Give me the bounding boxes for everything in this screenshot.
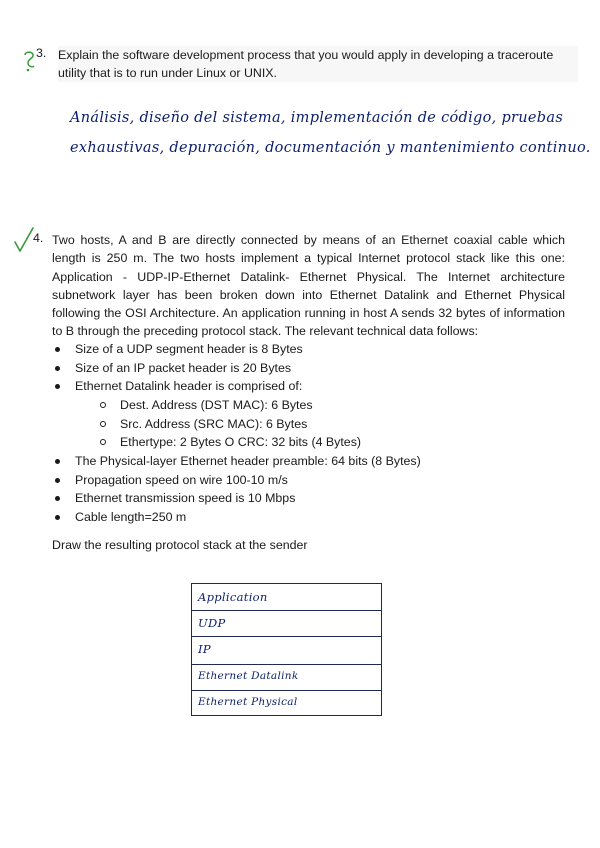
stack-layer-udp: UDP [192,611,381,637]
list-item: The Physical-layer Ethernet header preamble: 64 bits (8 Bytes) [75,452,421,471]
stack-layer-ip: IP [192,637,381,665]
question-4-paragraph: Two hosts, A and B are directly connected by means of an Ethernet coaxial cable which length is 250 m. The two hosts implement a typical Internet protocol stack like this one: Application - UDP-IP-Ethernet Datalink- Ethernet Physical. The Internet architecture subnetwork layer has been broken down into Ethernet Datalink and Ethernet Physical following the OSI Architecture. An application running in host A sends 32 bytes of information to B through the preceding protocol stack. The relevant technical data follows: [52,233,565,339]
question-3-number: 3. [36,46,47,60]
bullet-list-bottom [75,452,421,527]
question-4-instruction: Draw the resulting protocol stack at the sender [52,538,308,552]
question-3-prompt: Explain the software development process that you would apply in developing a traceroute utility that is to run under Linux or UNIX. [58,46,578,82]
protocol-stack-table [191,583,382,716]
list-item: Ethertype: 2 Bytes O CRC: 32 bits (4 Bytes) [120,433,361,452]
list-item: Size of a UDP segment header is 8 Bytes [75,340,303,359]
sub-bullet-list [120,396,361,452]
list-item: Ethernet transmission speed is 10 Mbps [75,489,421,508]
question-3-answer-line-2: exhaustivas, depuración, documentación y mantenimiento continuo. [70,140,591,156]
checkmark-icon [13,226,35,254]
stack-layer-ethernet-physical: Ethernet Physical [198,696,298,708]
list-item: Ethernet Datalink header is comprised of: [75,377,303,396]
bullet-list-top [75,340,303,396]
list-item: Dest. Address (DST MAC): 6 Bytes [120,396,361,415]
list-item: Propagation speed on wire 100-10 m/s [75,471,421,490]
stack-layer-application: Application [192,584,381,611]
stack-layer-ethernet-datalink: Ethernet Datalink [192,665,381,691]
list-item: Size of an IP packet header is 20 Bytes [75,359,303,378]
list-item: Cable length=250 m [75,508,421,527]
question-3-answer-line-1: Análisis, diseño del sistema, implementación de código, pruebas [70,110,564,126]
question-4-number: 4. [33,231,44,245]
list-item: Src. Address (SRC MAC): 6 Bytes [120,415,361,434]
